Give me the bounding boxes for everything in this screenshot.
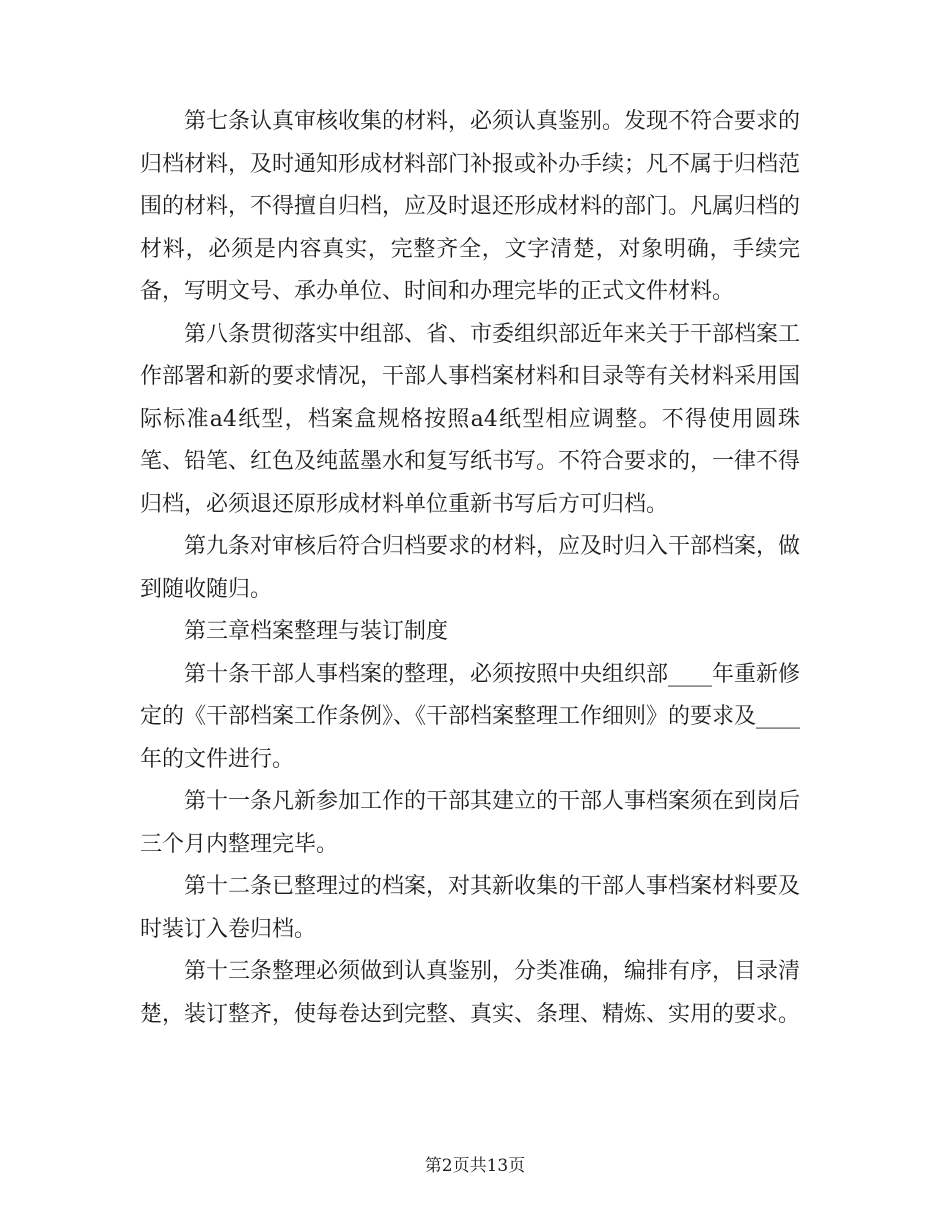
chapter-3-heading: 第三章档案整理与装订制度 — [184, 619, 449, 644]
article-7-paragraph: 第七条认真审核收集的材料，必须认真鉴别。发现不符合要求的归档材料，及时通知形成材料部门补报或补办手续；凡不属于归档范围的材料，不得擅自归档，应及时退还形成材料的部门。凡属归档的材料，必须是内容真实，完整齐全，文字清楚，对象明确，手续完备，写明文号、承办单位、时间和办理完毕的正式文件材料。 — [140, 109, 801, 304]
article-11-paragraph: 第十一条凡新参加工作的干部其建立的干部人事档案须在到岗后三个月内整理完毕。 — [140, 789, 801, 857]
article-8-paragraph: 第八条贯彻落实中组部、省、市委组织部近年来关于干部档案工作部署和新的要求情况，干部人事档案材料和目录等有关材料采用国际标准a4纸型，档案盒规格按照a4纸型相应调整。不得使用圆珠笔、铅笔、红色及纯蓝墨水和复写纸书写。不符合要求的，一律不得归档，必须退还原形成材料单位重新书写后方可归档。 — [140, 321, 801, 517]
article-12-paragraph: 第十二条已整理过的档案，对其新收集的干部人事档案材料要及时装订入卷归档。 — [140, 874, 801, 942]
article-13-paragraph: 第十三条整理必须做到认真鉴别，分类准确，编排有序，目录清楚，装订整齐，使每卷达到完整、真实、条理、精炼、实用的要求。 — [140, 959, 801, 1027]
article-9-paragraph: 第九条对审核后符合归档要求的材料，应及时归入干部档案，做到随收随归。 — [140, 534, 801, 602]
page-number-footer: 第2页共13页 — [424, 1156, 526, 1176]
article-10-paragraph: 第十条干部人事档案的整理，必须按照中央组织部____年重新修定的《干部档案工作条例》、《干部档案整理工作细则》的要求及____年的文件进行。 — [140, 661, 801, 772]
document-body — [140, 101, 800, 1036]
